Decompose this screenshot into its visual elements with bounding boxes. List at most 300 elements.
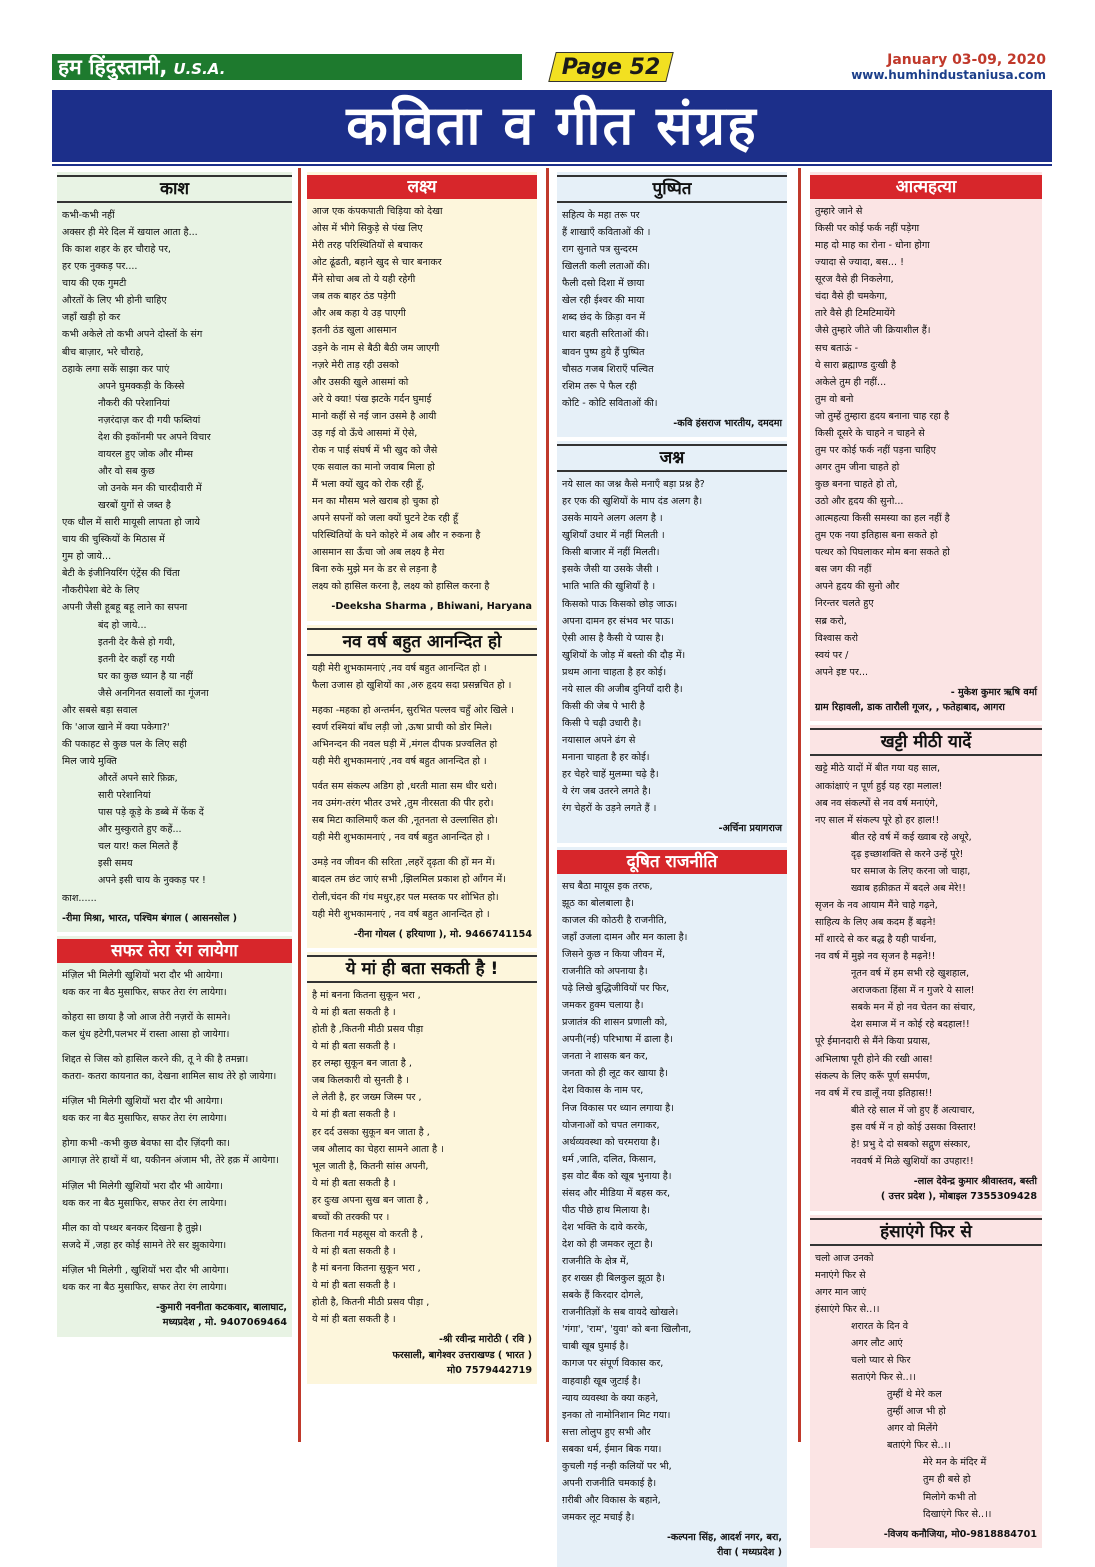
poem-title: आत्महत्या [810, 175, 1042, 199]
poem-line: यही मेरी शुभकामनाएं ,नव वर्ष बहुत आनन्दित हो । [312, 662, 487, 674]
poem-line: है मां बनना कितना सुकून भरा , [312, 990, 421, 1001]
poem-line: नव वर्ष में मुझे नव सृजन है मढ़ने!! [815, 951, 936, 963]
poem-line: उमड़े नव जीवन की सरिता ,लहरें दृढ़ता की हों मन में। [312, 857, 496, 869]
poem-line: तारे वैसे ही टिमटिमायेंगे [815, 308, 895, 320]
poem-line: पीठ पीछे हाथ मिलाया है। [562, 1204, 651, 1216]
poem-credit: -विजय कनौजिया, मो0-9818884701 [883, 1528, 1037, 1540]
poem-line: अपनी जैसी हूबहू बहू लाने का सपना [62, 602, 188, 614]
poem-kaash [57, 172, 292, 932]
poem-line: कतरा- कतरा कायनात का, देखना शामिल साथ तेरे हो जायेगा। [62, 1071, 277, 1083]
poem-line: सबका धर्म, ईमान बिक गया। [562, 1443, 662, 1455]
poem-line: सत्ता लोलुप हुए सभी और [562, 1426, 651, 1438]
poem-line: चाबी खूब घुमाई है। [562, 1341, 629, 1353]
publication-suffix: U.S.A. [173, 60, 226, 78]
poem-line: जहाँ खड़ी हो कर [62, 312, 121, 324]
poem-line: हर दर्द उसका सुकून बन जाता है , [312, 1126, 430, 1138]
poem-line: एक सवाल का मानो जवाब मिला हो [312, 461, 435, 473]
poem-line: अब नव संकल्पों से नव वर्ष मनाएंगे, [815, 797, 938, 809]
poem-lines [62, 378, 287, 515]
poem-line: सजदे में ,जहा हर कोई सामने तेरे सर झुकायेगा। [62, 1239, 227, 1251]
poem-line: अरे ये क्या! पंख झटके गर्दन घुमाई [312, 393, 432, 405]
poem-line: हैं शाखाएँ कविताओं की । [562, 227, 651, 239]
poem-title: जश्न [557, 444, 787, 472]
poem-line: जैसे तुम्हारे जीते जी क्रियाशील हैं। [815, 325, 931, 337]
poem-line: स्वयं पर / [815, 649, 849, 661]
poem-line: 'गंगा', 'राम', 'युवा' को बना खिलौना, [562, 1324, 692, 1336]
poem-lines [62, 514, 287, 616]
poem-lakshya [307, 172, 537, 621]
stanza [62, 1093, 287, 1127]
poem-lines [815, 1250, 1037, 1318]
poem-line: मन का मौसम भले खराब हो चुका हो [312, 496, 439, 508]
poem-line: मंज़िल भी मिलेगी खुशियों भरा दौर भी आयेगा। [62, 969, 223, 981]
poem-line: तुम्हीं थे मेरे कल [887, 1389, 942, 1401]
poem-line: नयासाल अपने ढंग से [562, 735, 636, 747]
poem-line: किसी पर कोई फर्क नहीं पड़ेगा [815, 223, 920, 235]
poem-line: माँ शारदे से कर बद्ध है यही पार्थना, [815, 934, 937, 946]
poem-line: है मां बनना कितना सुकून भरा , [312, 1263, 421, 1274]
poem-line: ख्वाब हक़ीक़त में बदले अब मेरे!! [851, 882, 966, 894]
poem-line: ओस में भीगे सिकुड़े से पंख लिए [312, 223, 423, 235]
poem-line: पास पड़े कूड़े के डब्बे में फेंक दें [98, 807, 204, 819]
poem-line: देश भक्ति के दावे करके, [562, 1221, 648, 1233]
poem-lines [815, 1318, 1037, 1386]
poem-line: थक कर ना बैठ मुसाफिर, सफर तेरा रंग लायेगा। [62, 1197, 227, 1209]
poem-line: नये साल की अजीब दुनियाँ दारी है। [562, 683, 683, 695]
poem-line: निज विकास पर ध्यान लगाया है। [562, 1102, 674, 1114]
poem-line: अपने इसी चाय के नुक्कड़ पर ! [98, 875, 206, 887]
poem-line: संकल्प के लिए करूँ पूर्ण समर्पण, [815, 1070, 931, 1082]
poem-line: न्याय व्यवस्था के क्या कहने, [562, 1392, 659, 1404]
poem-line: शब्द छंद के क्रिड़ा वन में [562, 312, 646, 324]
poem-line: सबके मन में हो नव चेतन का संचार, [851, 1002, 976, 1014]
poem-line: इनका तो नामोनिशान मिट गया। [562, 1409, 671, 1421]
poem-line: अपने घुमक्कड़ी के किस्से [98, 380, 185, 392]
issue-date: January 03-09, 2020 [887, 52, 1046, 68]
poem-line: ले लेती है, हर जख्म जिस्म पर , [312, 1092, 422, 1104]
poem-line: निरन्तर चलते हुए [815, 598, 874, 610]
poem-line: रोली,चंदन की गंध मधुर,हर पल मस्तक पर शोभित हो। [312, 891, 499, 903]
poem-line: जो तुम्हें तुम्हारा हृदय बनाना चाह रहा है [815, 410, 950, 422]
poem-line: मील का वो पथ्थर बनकर दिखना है तुझे। [62, 1222, 202, 1234]
poem-line: बच्चों की तरक्की पर । [312, 1211, 390, 1223]
poem-line: देश को ही जमकर लूटा है। [562, 1239, 653, 1250]
poem-line: और मुस्कुराते हुए कहें... [98, 824, 182, 836]
poem-line: रशिम तरू पे फैल रही [562, 380, 637, 392]
poem-line: नौकरी की परेशानियां [98, 397, 170, 409]
poem-line: योजनाओं को चपत लगाकर, [562, 1119, 660, 1131]
poem-line: खट्टे मीठे यादों में बीत गया यह साल, [815, 763, 941, 775]
stanza [62, 1262, 287, 1296]
poem-credit: मध्यप्रदेश , मो. 9407069464 [162, 1317, 287, 1329]
stanza-gap [62, 1127, 287, 1135]
poem-line: झूठ का बोलबाला है। [562, 897, 634, 909]
poem-line: उड़ गई वो ऊँचे आसमां में ऐसे, [312, 427, 418, 439]
poem-line: तुम्हारे जाने से [815, 206, 863, 217]
poem-line: अकेले तुम ही नहीं... [815, 376, 887, 388]
poem-line: कल धुंध हटेगी,पलभर में रास्ता आसा हो जायेगा। [62, 1029, 230, 1041]
poem-line: किसी पे चढ़ी उधारी है। [562, 717, 642, 729]
poem-line: होती है, कितनी मीठी प्रसव पीड़ा , [312, 1297, 430, 1309]
poem-line: ये मां ही बता सकती है । [312, 1314, 396, 1326]
poem-line: राजनीति के क्षेत्र में, [562, 1256, 629, 1268]
poem-line: उठो और हृदय की सुनो... [815, 496, 904, 508]
poem-line: धारा बहती सरिताओं की। [562, 329, 649, 341]
poem-line: अपने इष्ट पर... [815, 666, 869, 678]
poem-line: और अब कहा ये उड़ पाएगी [312, 308, 406, 320]
poem-line: खुशियों के जोड़ में बस्तो की दौड़ में। [562, 649, 686, 661]
poem-line: शिद्दत से जिस को हासिल करने की, तू ने की है तमन्ना। [62, 1054, 249, 1066]
poem-credit: मो0 7579442719 [447, 1364, 532, 1376]
poem-line: प्रजातंत्र की शासन प्रणाली को, [562, 1017, 668, 1029]
poem-line: परिस्थितियों के घने कोहरे में अब और न रुकना है [312, 530, 481, 542]
poem-line: आसमान सा ऊँचा जो अब लक्ष्य है मेरा [312, 547, 445, 559]
poem-line: ये मां ही बता सकती है । [312, 1245, 396, 1257]
poem-lines [815, 1102, 1037, 1170]
poem-line: मनाना चाहता है हर कोई। [562, 752, 650, 764]
poem-line: सारी परेशानियां [98, 790, 151, 802]
poem-line: तुम पर कोई फर्क नहीं पड़ना चाहिए [815, 444, 936, 456]
stanza-gap [62, 1043, 287, 1051]
poem-line: इसके जैसी या उसके जैसी । [562, 564, 659, 576]
poem-line: फैली दसो दिशा में छाया [562, 278, 645, 290]
poem-line: इतनी ठंड खुला आसमान [312, 325, 397, 337]
poem-line: फैला उजास हो खुशियों का ,अरु हृदय सदा प्रसन्नचित हो । [312, 679, 512, 691]
poem-line: जनता ने शासक बन कर, [562, 1051, 648, 1063]
poem-line: होगा कभी -कभी कुछ बेवफा सा दौर ज़िंदगी का। [62, 1138, 230, 1150]
poem-line: सृजन के नव आयाम मैंने चाहे गढ़ने, [815, 899, 938, 911]
poem-line: खुशियाँ उधार में नहीं मिलती । [562, 530, 665, 542]
poem-line: तुम एक नया इतिहास बना सकते हो [815, 530, 938, 542]
poem-line: नए साल में संकल्प पूरे हो हर हाल!! [815, 814, 940, 826]
poem-line: थक कर ना बैठ मुसाफिर, सफर तेरा रंग लायेगा। [62, 1281, 227, 1293]
poem-line: नये साल का जश्न कैसे मनाएँ बड़ा प्रश्न है? [562, 479, 705, 491]
poem-line: लक्ष्य को हासिल करना है, लक्ष्य को हासिल करना है [312, 581, 490, 593]
poem-line: नज़रंदाज़ कर दी गयी फब्तियां [98, 414, 201, 426]
poem-line: पत्थर को पिघलाकर मोम बना सकते हो [815, 547, 950, 559]
poem-lines [815, 1386, 1037, 1454]
poem-aatmhatya [810, 172, 1042, 721]
poem-line: नव उमंग-तरंग भीतर उभरे ,तुम नीरसता की पीर हरो। [312, 798, 494, 810]
poem-credit: - मुकेश कुमार ऋषि वर्मा [950, 686, 1037, 698]
page-title-banner: कविता व गीत संग्रह [52, 90, 1052, 162]
poem-line: ये मां ही बता सकती है । [312, 1109, 396, 1121]
column-2 [302, 168, 542, 1442]
stanza-gap [312, 770, 532, 778]
poem-credit: -अर्चिना प्रयागराज [718, 823, 782, 835]
stanza [312, 702, 532, 770]
poem-line: उसके मायने अलग अलग है । [562, 513, 663, 525]
poem-title: पुष्पित [557, 175, 787, 203]
poem-line: हंसाएंगे फिर से..।। [815, 1303, 880, 1315]
poem-line: जैसे अनगिनत सवालों का गूंजना [98, 687, 209, 699]
poem-line: कितना गर्व महसूस वो करती है , [312, 1228, 424, 1240]
poem-line: हे! प्रभु दे दो सबको सद्गुण संस्कार, [851, 1138, 971, 1150]
poem-jashn [557, 441, 787, 843]
poem-lines [815, 1454, 1037, 1522]
poem-line: सब्र करो, [815, 615, 847, 627]
poem-line: विश्वास करो [815, 632, 859, 644]
poem-lines [562, 476, 782, 817]
poem-line: कागज पर संपूर्ण विकास कर, [562, 1358, 664, 1370]
stanza [312, 854, 532, 922]
poem-line: सताएंगे फिर से..।। [851, 1372, 916, 1384]
stanza-gap [62, 1085, 287, 1093]
poem-line: तुम वो बनो [815, 393, 854, 405]
poem-credit: -रीमा मिश्रा, भारत, पश्चिम बंगाल ( आसनसोल ) [62, 912, 237, 924]
stanza-gap [312, 846, 532, 854]
stanza [62, 1220, 287, 1254]
stanza-gap [62, 1170, 287, 1178]
column-divider [298, 168, 301, 1442]
poem-line: नौकरीपेशा बेटे के लिए [62, 585, 140, 597]
poem-title: लक्ष्य [307, 175, 537, 199]
poem-line: बीते रहे साल में जो हुए हैं अत्याचार, [851, 1104, 975, 1116]
poem-line: पढ़े लिखे बुद्धिजीवियों पर फिर, [562, 983, 670, 995]
poem-line: रोक न पाई संघर्ष में भी खुद को जैसे [312, 444, 438, 456]
poem-line: अक्सर ही मेरे दिल में खयाल आता है... [62, 227, 198, 239]
poem-line: और उसकी खुले आसमां को [312, 376, 409, 388]
poem-line: नव वर्ष में रच डालूँ नया इतिहास!! [815, 1087, 933, 1099]
poem-line: होती है ,कितनी मीठी प्रसव पीड़ा [312, 1024, 424, 1036]
poem-line: चंदा वैसे ही चमकेगा, [815, 291, 888, 303]
poem-line: और वो सब कुछ [98, 465, 155, 477]
poem-lines [815, 203, 1037, 681]
poem-line: थक कर ना बैठ मुसाफिर, सफर तेरा रंग लायेगा। [62, 986, 227, 998]
poem-line: किसी बाजार में नहीं मिलती। [562, 547, 660, 559]
poem-line: राग सुनाते पत्र सुन्दरम [562, 244, 638, 256]
poem-safar [57, 936, 292, 1337]
poem-line: आगाज़ तेरे हाथों में था, यकीनन अंजाम भी, तेरे हक़ में आयेगा। [62, 1155, 279, 1167]
poem-lines [62, 702, 287, 770]
poem-title: हंसाएंगे फिर से [810, 1218, 1042, 1246]
stanza [62, 1009, 287, 1043]
poem-navvarsh [307, 625, 537, 948]
poem-line: इस वोट बैंक को खूब भुनाया है। [562, 1170, 672, 1182]
column-divider [546, 168, 549, 1442]
poem-line: ओट ढूंढती, बहाने खुद से चार बनाकर [312, 257, 442, 269]
poem-line: कभी अकेले तो कभी अपने दोस्तों के संग [62, 329, 203, 341]
poem-line: मनाएंगे फिर से [815, 1269, 866, 1281]
stanza [312, 778, 532, 846]
poem-credit: -रीना गोयल ( हरियाणा ), मो. 9466741154 [353, 928, 532, 940]
poem-line: ज्यादा से ज्यादा, बस... ! [815, 257, 904, 269]
poem-line: काश...... [62, 892, 97, 904]
poem-line: यही मेरी शुभकामनाएं ,नव वर्ष बहुत आनन्दित हो । [312, 756, 487, 768]
poem-lines [815, 1033, 1037, 1101]
poem-line: सच बैठा मायूस इक तरफ, [562, 880, 653, 892]
poem-line: हर शख्स ही बिलकुल झूठा है। [562, 1273, 665, 1285]
poem-lines [312, 203, 532, 595]
poem-line: दृढ़ इच्छाशक्ति से करने उन्हें पूरे! [851, 848, 964, 860]
poem-lines [62, 770, 287, 889]
poem-line: इस वर्ष में न हो कोई उसका विस्तार! [851, 1121, 977, 1133]
poem-line: औरतें अपने सारे फ़िक्र, [98, 773, 178, 785]
stanza-gap [312, 694, 532, 702]
poem-line: तुम्हीं आज भी हो [887, 1406, 946, 1418]
poem-line: नूतन वर्ष में हम सभी रहे खुशहाल, [851, 968, 970, 980]
poem-line: कभी-कभी नहीं [62, 210, 115, 221]
poem-line: मंज़िल भी मिलेगी खुशियों भरा दौर भी आयेगा। [62, 1096, 223, 1108]
poem-line: बादल तम छंट जाएं सभी ,झिलमिल प्रकाश हो आँगन में। [312, 874, 506, 886]
stanza [62, 1178, 287, 1212]
poem-credit: ( उत्तर प्रदेश ), मोबाइल 7355309428 [880, 1191, 1037, 1203]
poem-line: सूरज वैसे ही निकलेगा, [815, 274, 894, 286]
poem-line: कि काश शहर के हर चौराहे पर, [62, 244, 171, 256]
poem-line: वाहवाही खूब जुटाई है। [562, 1375, 641, 1387]
poem-line: थक कर ना बैठ मुसाफिर, सफर तेरा रंग लायेगा। [62, 1113, 227, 1125]
poem-line: अपनी राजनीति चमकाई है। [562, 1477, 657, 1489]
poem-line: चाय की एक गुमटी [62, 278, 127, 290]
poem-line: कोहरा सा छाया है जो आज तेरी नज़रों के सामने। [62, 1012, 231, 1024]
poem-line: आज एक कंपकपाती चिड़िया को देखा [312, 206, 443, 217]
poem-line: चाय की चुस्कियों के मिठास में [62, 534, 165, 546]
column-3 [552, 168, 792, 1559]
poem-line: भूल जाती है, कितनी सांस अपनी, [312, 1160, 429, 1172]
poem-lines [562, 207, 782, 412]
poem-line: खेल रही ईश्वर की माया [562, 295, 645, 307]
website-link[interactable]: www.humhindustaniusa.com [851, 68, 1046, 82]
poem-lines [815, 965, 1037, 1033]
poem-credit: -लाल देवेन्द्र कुमार श्रीवास्तव, बस्ती [913, 1175, 1037, 1187]
poem-hasaenge [810, 1215, 1042, 1548]
poem-line: अपनी(नई) परिभाषा में ढाला है। [562, 1034, 673, 1046]
poem-line: मेरी तरह परिस्थितियों से बचाकर [312, 240, 423, 252]
poem-line: पूरे ईमानदारी से मैंने किया प्रयास, [815, 1036, 931, 1048]
poem-credit: -कल्पना सिंह, आदर्श नगर, बरा, [666, 1532, 782, 1544]
poem-line: इतनी देर कहाँ रह गयी [98, 653, 175, 665]
poem-line: आत्महत्या किसी समस्या का हल नहीं है [815, 513, 950, 525]
poem-line: ग़रीबी और विकास के बहाने, [562, 1494, 661, 1506]
poem-line: इसी समय [98, 858, 133, 870]
poem-pushpit [557, 172, 787, 437]
poem-line: ये रंग जब उतरने लगते है। [562, 786, 651, 798]
poem-line: बिना रुके मुझे मन के डर से लड़ना है [312, 564, 437, 576]
poem-line: प्रथम आना चाहता है हर कोई। [562, 666, 667, 678]
poem-line: मेरे मन के मंदिर में [923, 1457, 987, 1469]
poem-line: उड़ने के नाम से बैठी बैठी जम जाएगी [312, 342, 440, 354]
poem-line: अराजकता हिंसा में न गुजरे ये साल! [851, 985, 975, 997]
poem-line: बेटी के इंजीनियरिंग एंट्रेंस की चिंता [62, 568, 180, 580]
poem-line: काजल की कोठरी है राजनीति, [562, 914, 667, 926]
poem-line: मंज़िल भी मिलेगी , खुशियों भरा दौर भी आयेगा। [62, 1264, 229, 1276]
poem-line: स्वर्ण रश्मियां बाँध लड़ी जो ,ऊषा प्राची को डोर मिले। [312, 721, 493, 733]
poem-line: नज़रे मेरी ताड़ रही उसको [312, 359, 399, 371]
poem-line: ये मां ही बता सकती है । [312, 1280, 396, 1292]
poem-line: महका -महका हो अन्तर्मन, सुरभित पल्लव चहुँ ओर खिले । [312, 704, 514, 716]
poem-line: जमकर लूट मचाई है। [562, 1512, 635, 1523]
poem-line: घर समाज के लिए करना जो चाहा, [851, 865, 971, 877]
stanza [312, 660, 532, 694]
poem-title: नव वर्ष बहुत आनन्दित हो [307, 628, 537, 656]
poem-line: यही मेरी शुभकामनाएं , नव वर्ष बहुत आनन्दित हो । [312, 908, 490, 920]
poem-line: आकांक्षाएं न पूर्ण हुई यह रहा मलाल! [815, 780, 943, 792]
stanza-gap [62, 1254, 287, 1262]
publication-name: हम हिंदुस्तानी, [58, 55, 168, 79]
poem-line: मंज़िल भी मिलेगी खुशियों भरा दौर भी आयेगा। [62, 1180, 223, 1192]
poem-line: भाति भाति की खुशियाँ है । [562, 581, 656, 593]
page-header [52, 52, 1052, 82]
poem-line: बावन पुष्प हुये हैं पुष्पित [562, 346, 645, 358]
poem-credit: -कुमारी नवनीता कटकवार, बालाघाट, [156, 1301, 287, 1313]
page-number-label: Page 52 [561, 55, 661, 80]
poem-line: मैंने सोचा अब तो ये यही रहेगी [312, 274, 416, 286]
poem-lines [562, 878, 782, 1526]
poem-line: अगर वो मिलेंगे [887, 1423, 938, 1435]
poem-credit: -कवि हंसराज भारतीय, दमदमा [673, 417, 782, 429]
poem-line: बताएंगे फिर से..।। [887, 1440, 951, 1452]
poem-line: हर दुःख अपना सुख बन जाता है , [312, 1194, 429, 1206]
poem-line: हर एक की खुशियों के माप दंड अलग है। [562, 496, 703, 508]
column-divider [798, 168, 801, 1442]
poem-line: अपने सपनों को जला क्यों घुटने टेक रही हूँ [312, 513, 459, 525]
poem-line: माह दो माह का रोना - धोना होगा [815, 240, 930, 252]
poem-line: धर्म ,जाति, दलित, किसान, [562, 1153, 657, 1165]
poem-line: सहित्य के महा तरू पर [562, 210, 640, 221]
poem-line: बीत रहे वर्ष में कई ख्वाब रहे अधूरे, [851, 831, 972, 843]
poem-line: मानो कहीं से नई जान उसमे है आयी [312, 410, 437, 422]
poem-line: बीच बाज़ार, भरे चौराहे, [62, 346, 144, 358]
poem-line: शरारत के दिन वे [851, 1320, 909, 1332]
poem-line: ये सारा ब्रह्माण्ड दुःखी है [815, 359, 896, 371]
poem-title: दूषित राजनीति [557, 850, 787, 874]
poem-line: अपने हृदय की सुनो और [815, 581, 900, 593]
poem-khatti-meethi [810, 725, 1042, 1210]
poem-line: अभिलाषा पूरी होने की रखी आस! [815, 1053, 933, 1065]
poem-maa [307, 952, 537, 1384]
poem-line: जब तक बाहर ठंड पड़ेगी [312, 291, 396, 303]
poem-lines [62, 617, 287, 702]
poem-title: ये मां ही बता सकती है ! [307, 955, 537, 983]
poem-line: मैं भला क्यों खुद को रोक रही हूँ, [312, 479, 425, 490]
poem-line: खिलती कली लताओं की। [562, 261, 651, 273]
divider [52, 164, 1052, 166]
poem-lines [815, 897, 1037, 965]
poem-line: कुचली गई नन्ही कलियों पर भी, [562, 1460, 672, 1472]
poem-line: संसद और मीडिया में बहस कर, [562, 1187, 671, 1199]
publication-bar [52, 54, 522, 80]
poem-line: सबके हैं किरदार दोगले, [562, 1290, 644, 1302]
poem-credit: -Deeksha Sharma , Bhiwani, Haryana [331, 601, 532, 613]
poem-line: की पकाहट से कुछ पल के लिए सही [62, 738, 187, 750]
poem-credit: -श्री रवीन्द्र मारोठी ( रवि ) [439, 1334, 532, 1346]
poem-line: जमकर हुक्म चलाया है। [562, 1000, 644, 1012]
poem-line: इतनी देर कैसे हो गयी, [98, 636, 176, 648]
poem-title: काश [57, 175, 292, 203]
column-4 [805, 168, 1047, 1540]
poem-line: अभिनन्दन की नवल घड़ी में ,मंगल दीपक प्रज्वलित हो [312, 739, 498, 751]
poem-line: मिल जाये मुक्ति [62, 756, 117, 767]
poem-line: खरबों युगों से जब्त है [98, 500, 171, 512]
poem-line: अपना दामन हर संभव भर पाऊ। [562, 615, 674, 627]
poem-lines [62, 207, 287, 378]
poem-line: ठहाके लगा सकें साझा कर पाएं [62, 363, 170, 375]
poem-line: औरतों के लिए भी होनी चाहिए [62, 295, 167, 307]
poem-line: जहाँ उजला दामन और मन काला है। [562, 931, 688, 943]
poem-title: खट्टी मीठी यादें [810, 728, 1042, 756]
poem-line: देश विकास के नाम पर, [562, 1085, 644, 1097]
poem-line: पर्वत सम संकल्प अडिग हो ,धरती माता सम धीर धरो। [312, 781, 497, 793]
poem-line: और सबसे बड़ा सवाल [62, 704, 138, 716]
poem-line: गुम हो जाये... [62, 551, 112, 563]
poem-line: जो उनके मन की चारदीवारी में [98, 483, 202, 494]
poem-line: जब औलाद का चेहरा सामने आता है । [312, 1143, 444, 1155]
poem-line: ये मां ही बता सकती है । [312, 1177, 396, 1189]
poem-line: ये मां ही बता सकती है । [312, 1041, 396, 1053]
poem-line: साहित्य के लिए अब कदम हैं बढ़ने! [815, 917, 937, 928]
stanza [62, 1135, 287, 1169]
poem-line: मिलोगे कभी तो [923, 1491, 977, 1503]
